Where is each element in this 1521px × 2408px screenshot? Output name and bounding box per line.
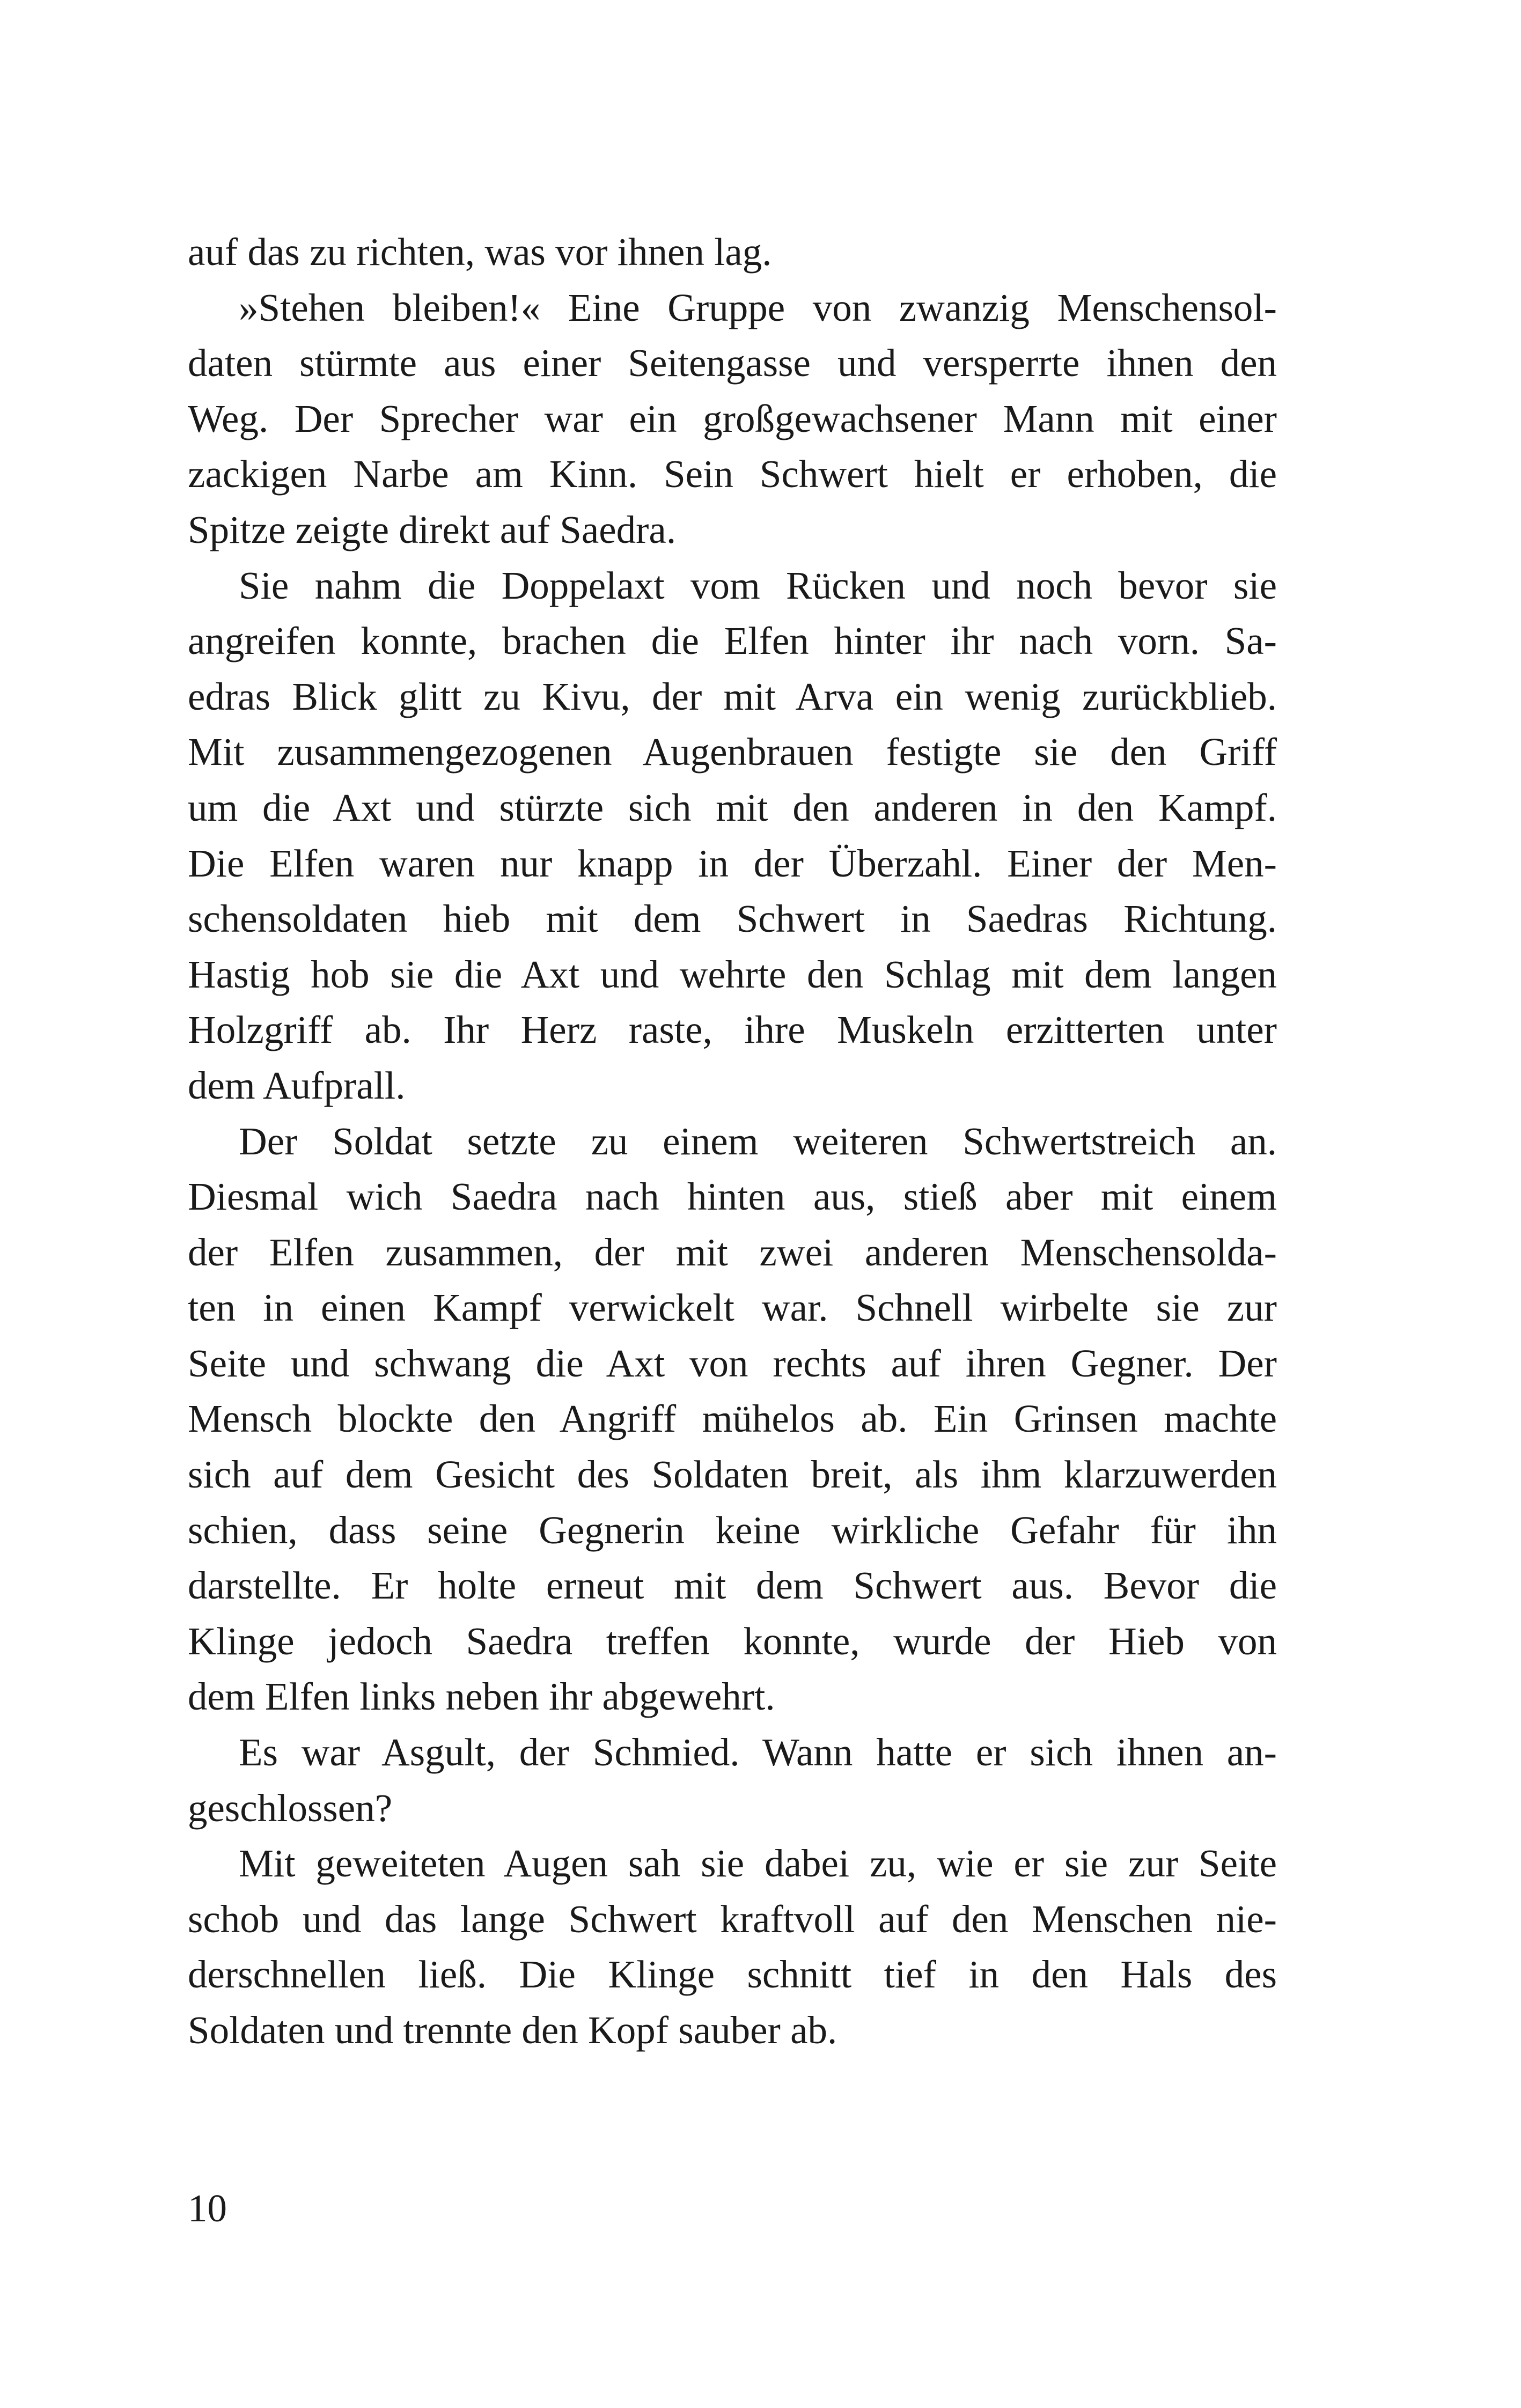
text-line: der Elfen zusammen, der mit zwei anderen Menschensolda-	[188, 1230, 1277, 1274]
text-line: Spitze zeigte direkt auf Saedra.	[188, 507, 677, 551]
text-line: schob und das lange Schwert kraftvoll auf den Menschen nie-	[188, 1897, 1277, 1941]
text-line: daten stürmte aus einer Seitengasse und versperrte ihnen den	[188, 341, 1277, 385]
text-line: Holzgriff ab. Ihr Herz raste, ihre Muskeln erzitterten unter	[188, 1008, 1277, 1052]
text-line: Klinge jedoch Saedra treffen konnte, wurde der Hieb von	[188, 1619, 1277, 1663]
text-line: um die Axt und stürzte sich mit den anderen in den Kampf.	[188, 785, 1277, 829]
text-line: auf das zu richten, was vor ihnen lag.	[188, 230, 772, 274]
text-line: Der Soldat setzte zu einem weiteren Schwertstreich an.	[239, 1119, 1277, 1163]
text-line: Diesmal wich Saedra nach hinten aus, stieß aber mit einem	[188, 1175, 1277, 1219]
text-line: dem Aufprall.	[188, 1063, 406, 1107]
text-line: »Stehen bleiben!« Eine Gruppe von zwanzig Menschensol-	[239, 285, 1277, 329]
text-line: edras Blick glitt zu Kivu, der mit Arva ein wenig zurückblieb.	[188, 674, 1277, 718]
text-line: Mensch blockte den Angriff mühelos ab. Ein Grinsen machte	[188, 1397, 1277, 1441]
text-line: Soldaten und trennte den Kopf sauber ab.	[188, 2008, 837, 2052]
text-line: sich auf dem Gesicht des Soldaten breit, als ihm klarzuwerden	[188, 1453, 1277, 1497]
text-line: darstellte. Er holte erneut mit dem Schwert aus. Bevor die	[188, 1564, 1277, 1608]
text-line: Sie nahm die Doppelaxt vom Rücken und noch bevor sie	[239, 563, 1277, 607]
text-line: dem Elfen links neben ihr abgewehrt.	[188, 1675, 775, 1719]
text-line: Mit geweiteten Augen sah sie dabei zu, wie er sie zur Seite	[239, 1842, 1277, 1886]
text-line: Weg. Der Sprecher war ein großgewachsener Mann mit einer	[188, 396, 1277, 440]
text-line: geschlossen?	[188, 1786, 393, 1830]
text-line: derschnellen ließ. Die Klinge schnitt tief in den Hals des	[188, 1953, 1277, 1997]
text-line: Seite und schwang die Axt von rechts auf ihren Gegner. Der	[188, 1341, 1277, 1385]
text-line: schien, dass seine Gegnerin keine wirkliche Gefahr für ihn	[188, 1508, 1277, 1552]
text-line: Die Elfen waren nur knapp in der Überzahl. Einer der Men-	[188, 841, 1277, 885]
text-line: angreifen konnte, brachen die Elfen hinter ihr nach vorn. Sa-	[188, 619, 1277, 663]
text-line: Es war Asgult, der Schmied. Wann hatte er sich ihnen an-	[239, 1730, 1277, 1774]
text-line: zackigen Narbe am Kinn. Sein Schwert hielt er erhoben, die	[188, 452, 1277, 496]
body-text	[188, 224, 1277, 2058]
text-line: ten in einen Kampf verwickelt war. Schnell wirbelte sie zur	[188, 1286, 1277, 1330]
page-number: 10	[188, 2186, 227, 2230]
text-line: Hastig hob sie die Axt und wehrte den Schlag mit dem langen	[188, 952, 1277, 996]
text-line: schensoldaten hieb mit dem Schwert in Saedras Richtung.	[188, 897, 1277, 941]
text-line: Mit zusammengezogenen Augenbrauen festigte sie den Griff	[188, 730, 1277, 774]
